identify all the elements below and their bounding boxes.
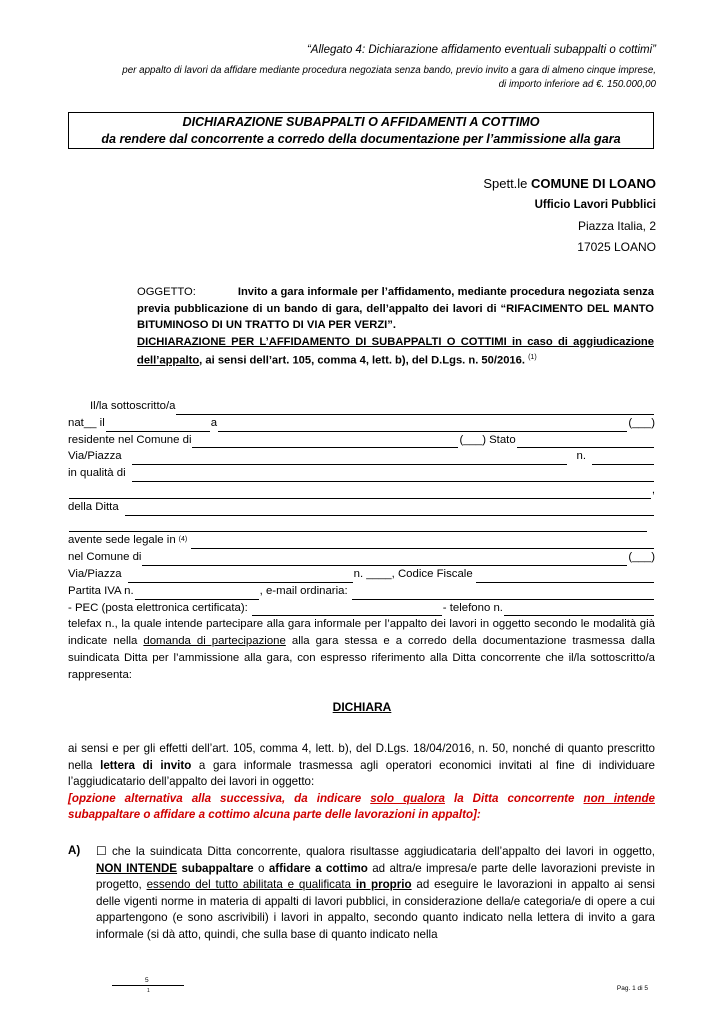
subject-text: Invito a gara informale per l’affidamento, mediante procedura negoziata senza previa pubblicazione di un bando di gara, dell’appalto dei lavori di “RIFACIMENTO DEL MANTO BITUMINOSO DI UN TRATTO DI VIA PER VERZI”. bbox=[137, 286, 654, 331]
row-ditta bbox=[68, 499, 655, 516]
recipient-city: 17025 LOANO bbox=[577, 240, 656, 254]
label-telefono: - telefono n. bbox=[442, 601, 503, 614]
body-p1-a: ai sensi e per gli effetti dell’art. 105, comma 4, lett. b), del D.Lgs. 18/04/2016, n. 50, nonché di quanto prescritto nella bbox=[68, 742, 655, 772]
input-telefono[interactable] bbox=[504, 603, 654, 616]
declarant-form bbox=[68, 398, 655, 684]
row-residenza bbox=[68, 432, 655, 449]
input-codice-fiscale[interactable] bbox=[476, 570, 654, 583]
label-prov-comune: (___) bbox=[628, 551, 655, 564]
annex-subtitle-line2: di importo inferiore ad €. 150.000,00 bbox=[498, 79, 656, 90]
input-piva[interactable] bbox=[135, 587, 259, 600]
label-piva: Partita IVA n. bbox=[68, 584, 134, 597]
telefax-text-b: alla gara stessa e a corredo della documentazione trasmessa dalla suindicata Ditta per l’ammissione alla gara, con espresso riferimento alla Ditta concorrente che il/la sottoscritto/a rappresenta: bbox=[68, 635, 655, 681]
input-civico[interactable] bbox=[592, 452, 654, 465]
declaration-body bbox=[68, 741, 655, 824]
declaration-title: DICHIARAZIONE SUBAPPALTI O AFFIDAMENTI A COTTIMO bbox=[182, 115, 540, 129]
row-qualita-2 bbox=[68, 482, 655, 499]
section-a-cottimo: affidare a cottimo bbox=[268, 861, 368, 875]
option-note-u1: solo qualora bbox=[370, 791, 445, 805]
section-a-abilitata: essendo del tutto abilitata e qualificata bbox=[146, 878, 356, 891]
label-prov-nascita: (___) bbox=[628, 416, 655, 429]
input-pec[interactable] bbox=[252, 603, 442, 616]
label-sottoscritto: Il/la sottoscritto/a bbox=[90, 400, 176, 412]
label-email: , e-mail ordinaria: bbox=[259, 584, 348, 597]
row-pec-tel bbox=[68, 600, 655, 617]
section-a-non-intende: NON INTENDE bbox=[96, 861, 178, 875]
telefax-text-a: , la quale intende partecipare alla gara informale per l’appalto dei lavori in oggetto secondo le modalità già indicate nella bbox=[68, 618, 655, 648]
input-luogo-nascita[interactable] bbox=[218, 419, 627, 432]
recipient-spett: Spett.le bbox=[483, 176, 528, 191]
annex-title: “Allegato 4: Dichiarazione affidamento eventuali subappalti o cottimi” bbox=[306, 44, 656, 56]
subject-block bbox=[137, 284, 654, 369]
footnote-separator bbox=[112, 985, 184, 986]
subject-label: OGGETTO: bbox=[137, 286, 196, 298]
section-a-subappaltare: subappaltare bbox=[177, 861, 254, 875]
footnote-number: 5 bbox=[145, 977, 149, 984]
label-codice-fiscale: n. ____, Codice Fiscale bbox=[353, 567, 473, 580]
row-sede bbox=[68, 532, 655, 549]
row-sottoscritto bbox=[68, 398, 655, 415]
label-sede: avente sede legale in bbox=[68, 534, 176, 547]
recipient-comune: COMUNE DI LOANO bbox=[531, 176, 656, 191]
label-prov-residenza: (___) bbox=[459, 433, 487, 446]
subject-declaration: DICHIARAZIONE PER L’AFFIDAMENTO DI SUBAPPALTI O COTTIMI in caso di aggiudicazione dell’appalto bbox=[137, 335, 654, 367]
label-pec: - PEC (posta elettronica certificata): bbox=[68, 601, 248, 614]
subject-footnote-ref: (1) bbox=[528, 354, 537, 361]
sede-footnote-ref: (4) bbox=[178, 536, 188, 544]
option-note-c: subappaltare o affidare a cottimo alcuna parte delle lavorazioni in appalto]: bbox=[68, 808, 481, 821]
section-a-o: o bbox=[253, 861, 269, 875]
recipient-line bbox=[483, 176, 656, 191]
label-via-sede: Via/Piazza bbox=[68, 567, 122, 580]
declaration-subtitle: da rendere dal concorrente a corredo della documentazione per l’ammissione alla gara bbox=[101, 132, 621, 146]
input-stato[interactable] bbox=[517, 435, 654, 448]
input-via-sede[interactable] bbox=[128, 570, 353, 583]
section-a-t1: che la suindicata Ditta concorrente, qualora risultasse aggiudicataria dell’appalto dei lavori in oggetto, bbox=[106, 845, 655, 858]
label-nat: nat__ il bbox=[68, 416, 105, 429]
option-note-u2: non intende bbox=[583, 791, 655, 805]
label-comma: , bbox=[651, 483, 655, 496]
row-piva-email bbox=[68, 583, 655, 600]
option-note-b: la Ditta concorrente bbox=[444, 791, 584, 805]
row-ditta-2 bbox=[68, 516, 655, 533]
input-ditta-cont[interactable] bbox=[69, 519, 647, 532]
input-sede[interactable] bbox=[191, 536, 654, 549]
label-telefax: telefax n. bbox=[68, 618, 115, 631]
recipient-office: Ufficio Lavori Pubblici bbox=[534, 199, 656, 211]
section-a-checkbox[interactable]: ☐ bbox=[96, 844, 107, 858]
section-a-in-proprio: in proprio bbox=[355, 878, 412, 891]
label-via: Via/Piazza bbox=[68, 450, 122, 463]
body-p1-c: a gara informale trasmessa agli operatori economici invitati al fine di individuare l’aggiudicatario dell’appalto dei lavori in oggetto: bbox=[68, 758, 656, 788]
section-a-label: A) bbox=[68, 844, 81, 857]
section-a bbox=[68, 843, 655, 943]
label-a: a bbox=[210, 416, 218, 429]
label-qualita: in qualità di bbox=[68, 467, 126, 480]
input-qualita[interactable] bbox=[132, 469, 654, 482]
input-ditta[interactable] bbox=[125, 503, 654, 516]
row-comune bbox=[68, 549, 655, 566]
body-p1-b: lettera di invito bbox=[100, 758, 192, 772]
label-residente: residente nel Comune di bbox=[68, 433, 192, 446]
input-comune-residenza[interactable] bbox=[192, 435, 458, 448]
recipient-street: Piazza Italia, 2 bbox=[577, 219, 656, 233]
section-a-text bbox=[96, 843, 655, 943]
label-comune: nel Comune di bbox=[68, 551, 142, 564]
footnote-sub: 1 bbox=[147, 988, 150, 994]
option-note-a: [opzione alternativa alla successiva, da indicare bbox=[68, 791, 371, 805]
input-qualita-cont[interactable] bbox=[69, 486, 651, 499]
annex-subtitle-line1: per appalto di lavori da affidare mediante procedura negoziata senza bando, previo invito a gara di almeno cinque imprese, bbox=[122, 65, 656, 76]
section-a-t9: ad eseguire le lavorazioni in appalto ai sensi delle vigenti norme in materia di appalti di lavori pubblici, in considerazione della/e categoria/e di opere a cui appartengono (e sono ascrivibili) i lavori in appalto, secondo quanto indicato nella lettera di invito a gara informale (si dà atto, quindi, che sulla base di quanto indicato nella bbox=[96, 878, 655, 941]
label-civico: n. bbox=[576, 450, 586, 463]
input-sottoscritto[interactable] bbox=[176, 402, 654, 415]
dichiara-heading: DICHIARA bbox=[332, 700, 392, 714]
label-stato: Stato bbox=[489, 433, 516, 446]
input-email[interactable] bbox=[352, 587, 654, 600]
label-ditta: della Ditta bbox=[68, 500, 119, 513]
row-qualita bbox=[68, 465, 655, 482]
row-via-cf bbox=[68, 566, 655, 583]
input-via[interactable] bbox=[132, 452, 567, 465]
row-nascita bbox=[68, 415, 655, 432]
subject-declaration-rest: , ai sensi dell’art. 105, comma 4, lett. b), del D.Lgs. n. 50/2016. bbox=[199, 354, 525, 367]
declaration-title-box bbox=[68, 112, 654, 149]
input-comune[interactable] bbox=[142, 553, 627, 566]
page-number: Pag. 1 di 5 bbox=[616, 985, 648, 992]
input-data-nascita[interactable] bbox=[106, 419, 210, 432]
telefax-paragraph bbox=[68, 616, 655, 683]
annex-subtitle bbox=[56, 64, 656, 92]
row-via bbox=[68, 448, 655, 465]
option-note bbox=[68, 792, 655, 822]
telefax-link-domanda: domanda di partecipazione bbox=[143, 635, 286, 648]
section-a-t6: ad altra/e impresa/e parte delle lavorazioni previste in progetto, bbox=[96, 861, 655, 891]
